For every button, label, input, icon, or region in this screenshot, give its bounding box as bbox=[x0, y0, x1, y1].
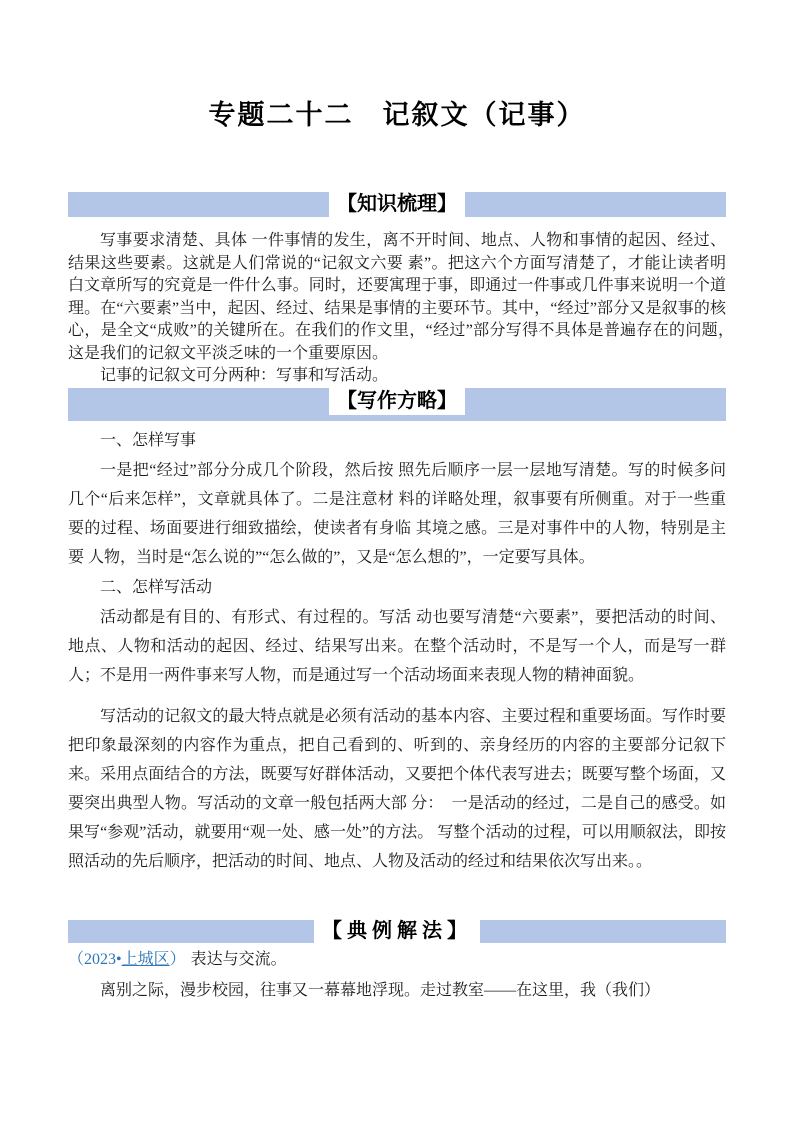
knowledge-paragraph-2: 记事的记叙文可分两种：写事和写活动。 bbox=[100, 367, 389, 384]
section-header-strategy bbox=[68, 388, 726, 421]
example-section-body bbox=[68, 948, 726, 1003]
exam-source-prefix: （2023• bbox=[68, 950, 122, 968]
section-header-knowledge bbox=[68, 192, 726, 217]
section-header-example bbox=[68, 920, 726, 943]
strategy-topic2-title: 二、怎样写活动 bbox=[100, 578, 213, 596]
section-header-example-label: 【典例解法】 bbox=[314, 917, 480, 946]
knowledge-paragraph-1: 写事要求清楚、具体 一件事情的发生，离不开时间、地点、人物和事情的起因、经过、结果这些要素。这就是人们常说的“记叙文六要 素”。把这六个方面写清楚了，才能让读者明白文章所写的究竟是一件什么事。同时，还要寓理于事，即通过一件事或几件事来说明一个道理。在“六要素”当中，起因、经过、结果是事情的主要环节。其中，“经过”部分又是叙事的核心，是全文“成败”的关键所在。在我们的作文里，“经过”部分写得不具体是普遍存在的问题， 这是我们的记叙文平淡乏味的一个重要原因。 bbox=[68, 232, 743, 362]
page-title: 专题二十二 记叙文（记事） bbox=[208, 100, 586, 130]
strategy-section-body bbox=[68, 430, 726, 876]
strategy-topic1-paragraph: 一是把“经过”部分分成几个阶段，然后按 照先后顺序一层一层地写清楚。写的时候多问几个“后来怎样”，文章就具体了。二是注意材 料的详略处理，叙事要有所侧重。对于一些重 要的过程、场面要进行细致描绘，使读者有身临 其境之感。三是对事件中的人物，特别是主要 人物，当时是“怎么说的”“怎么做的”，又是“怎么想的”，一定要写具体。 bbox=[68, 461, 726, 566]
exam-source-link[interactable] bbox=[68, 951, 186, 968]
exam-source-label: 表达与交流。 bbox=[190, 950, 287, 968]
exam-source-district[interactable]: 上城区 bbox=[121, 950, 170, 968]
example-paragraph: 离别之际，漫步校园，往事又一幕幕地浮现。走过教室——在这里，我（我们） bbox=[100, 981, 661, 999]
exam-source-line bbox=[68, 948, 726, 972]
section-header-knowledge-label: 【知识梳理】 bbox=[329, 190, 465, 219]
knowledge-section-body bbox=[68, 230, 743, 388]
exam-source-suffix: ） bbox=[169, 950, 186, 968]
strategy-topic2-paragraph-2: 写活动的记叙文的最大特点就是必须有活动的基本内容、主要过程和重要场面。写作时要把印象最深刻的内容作为重点，把自己看到的、听到的、亲身经历的内容的主要部分记叙下来。采用点面结合的方法，既要写好群体活动，又要把个体代表写进去；既要写整个场面，又要突出典型人物。写活动的文章一般包括两大部 分： 一是活动的经过，二是自己的感受。如果写“参观”活动，就要用“观一处、感一处”的方法。 写整个活动的过程，可以用顺叙法，即按照活动的先后顺序，把活动的时间、地点、人物及活动的经过和结果依次写出来。。 bbox=[68, 707, 726, 870]
strategy-topic2-paragraph-1: 活动都是有目的、有形式、有过程的。写活 动也要写清楚“六要素”，要把活动的时间、地点、人物和活动的起因、经过、结果写出来。在整个活动时，不是写一个人，而是写一群人；不是用一两件事来写人物，而是通过写一个活动场面来表现人物的精神面貌。 bbox=[68, 608, 726, 684]
strategy-topic1-title: 一、怎样写事 bbox=[100, 431, 197, 449]
section-header-strategy-label: 【写作方略】 bbox=[329, 388, 465, 415]
